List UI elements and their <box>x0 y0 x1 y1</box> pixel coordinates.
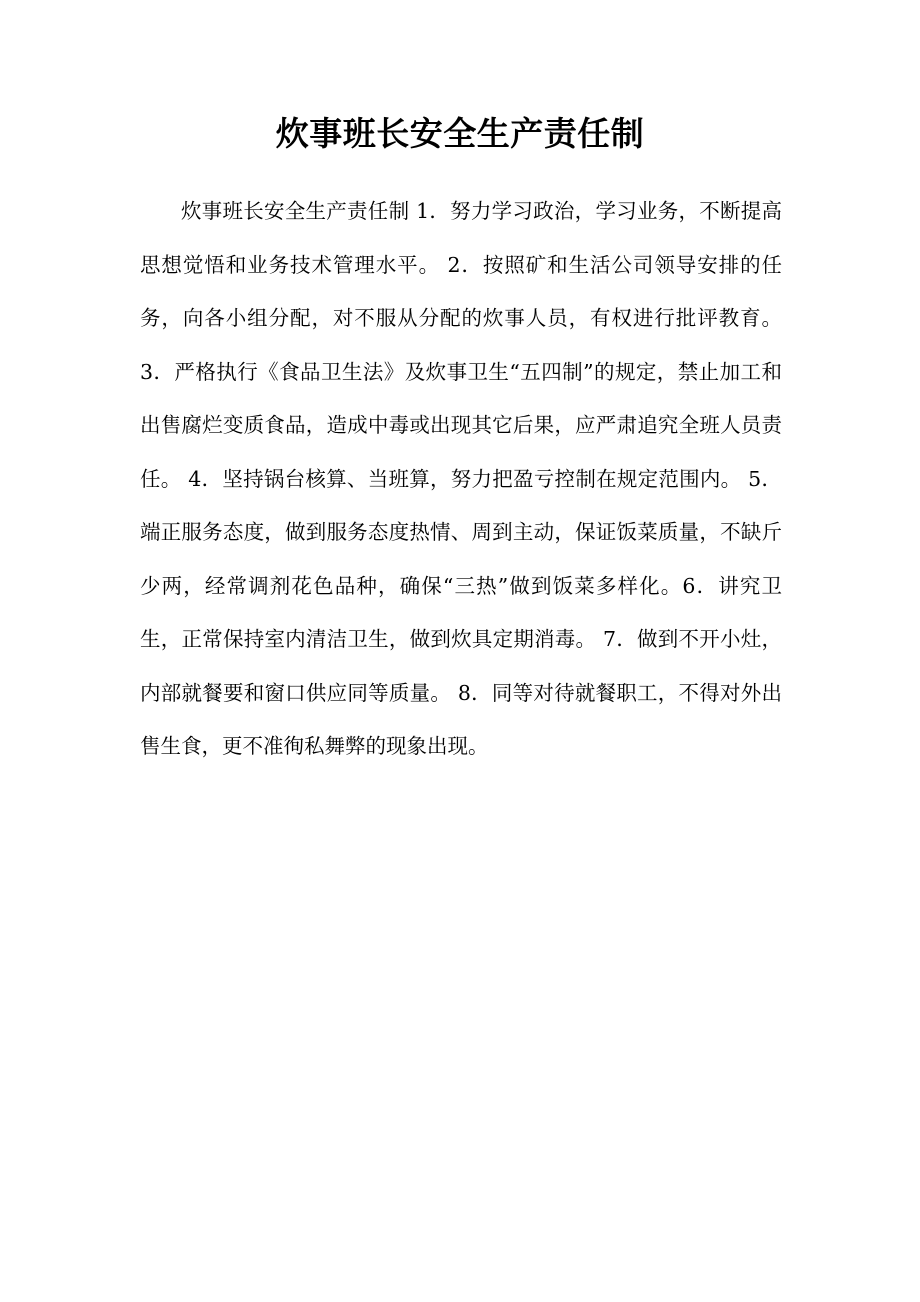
document-title: 炊事班长安全生产责任制 <box>275 114 645 153</box>
document-body: 炊事班长安全生产责任制 1．努力学习政治，学习业务，不断提高思想觉悟和业务技术管理水平。 2．按照矿和生活公司领导安排的任务，向各小组分配，对不服从分配的炊事人员，有权进行批评教育。3．严格执行《食品卫生法》及炊事卫生“五四制”的规定，禁止加工和出售腐烂变质食品，造成中毒或出现其它后果，应严肃追究全班人员责任。 4．坚持锅台核算、当班算，努力把盈亏控制在规定范围内。 5．端正服务态度，做到服务态度热情、周到主动，保证饭菜质量，不缺斤少两，经常调剂花色品种，确保“三热”做到饭菜多样化。6．讲究卫生，正常保持室内清洁卫生，做到炊具定期消毒。 7．做到不开小灶，内部就餐要和窗口供应同等质量。 8．同等对待就餐职工，不得对外出售生食，更不准徇私舞弊的现象出现。 <box>140 199 782 758</box>
